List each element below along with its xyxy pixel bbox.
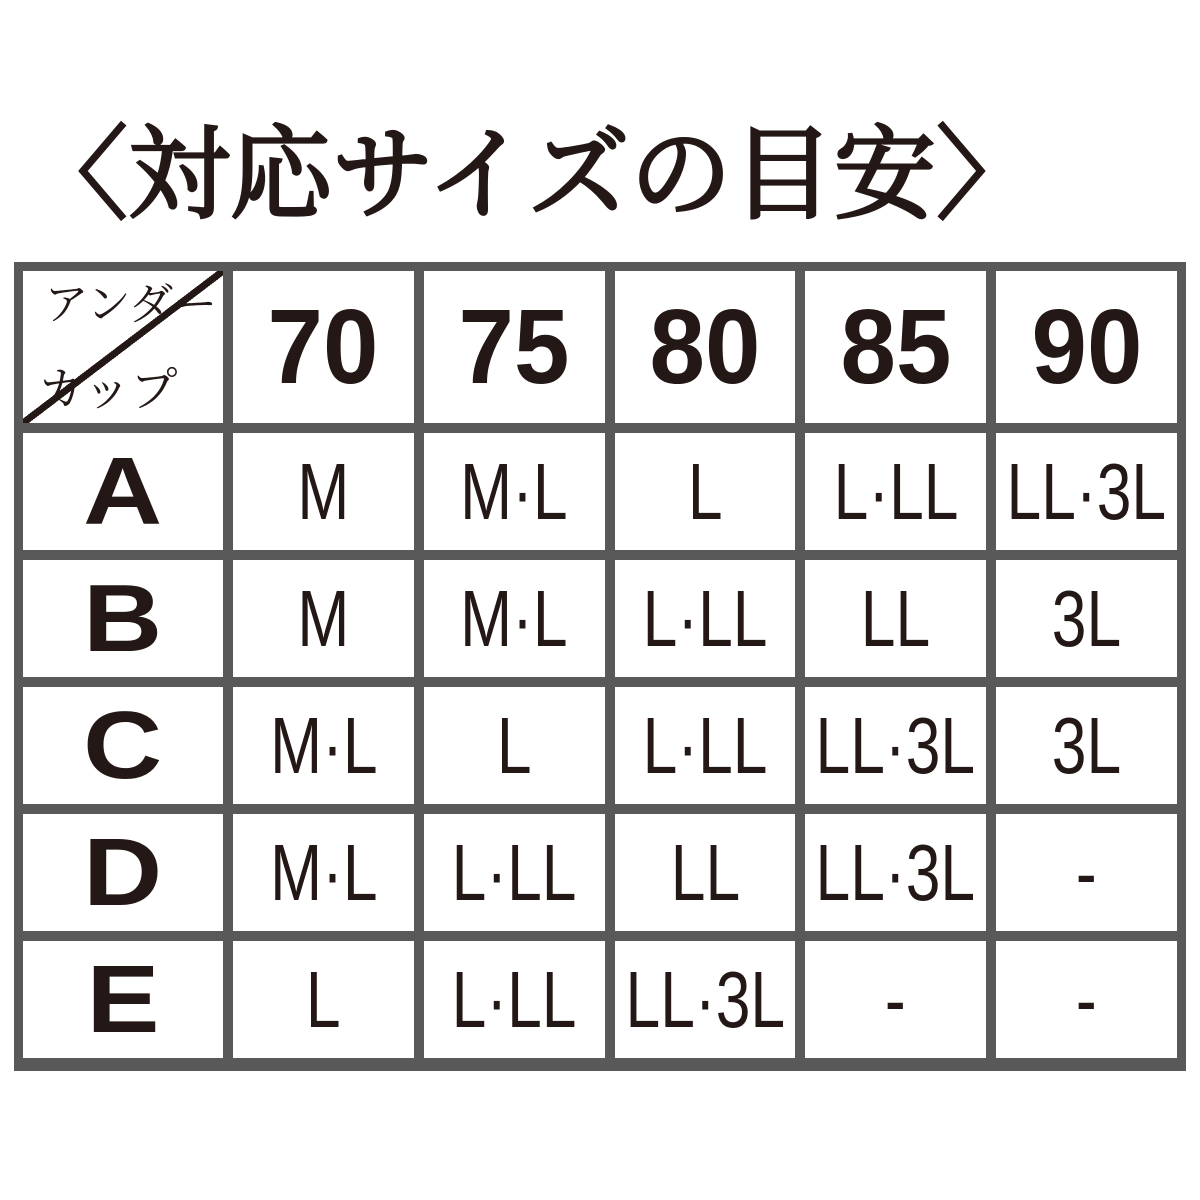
size-cell	[233, 433, 414, 550]
column-header-label: 75	[458, 288, 570, 406]
size-cell	[424, 687, 605, 804]
size-cell	[424, 433, 605, 550]
size-value: 3L	[1051, 573, 1122, 663]
size-value: L	[496, 700, 532, 790]
table-row-cup-e	[23, 941, 1177, 1058]
page-title: 〈対応サイズの目安〉	[26, 118, 1038, 232]
size-cell	[805, 814, 986, 931]
size-cell	[996, 560, 1177, 677]
corner-cell	[23, 271, 223, 423]
size-cell	[615, 687, 796, 804]
column-header-90	[996, 271, 1177, 423]
size-value: -	[1076, 827, 1097, 917]
size-value: -	[1076, 954, 1097, 1044]
size-value: M	[297, 446, 350, 536]
table-row-cup-b	[23, 560, 1177, 677]
size-cell	[233, 560, 414, 677]
column-header-80	[615, 271, 796, 423]
size-cell	[424, 814, 605, 931]
size-value: LL·3L	[815, 827, 976, 917]
size-value: M	[297, 573, 350, 663]
row-header-cup	[23, 814, 223, 931]
size-cell	[615, 814, 796, 931]
size-cell	[805, 560, 986, 677]
size-cell	[615, 560, 796, 677]
column-header-label: 70	[267, 288, 379, 406]
table-row-cup-c	[23, 687, 1177, 804]
column-header-85	[805, 271, 986, 423]
size-value: L	[687, 446, 723, 536]
size-table	[14, 262, 1186, 1071]
cup-letter: A	[83, 437, 163, 545]
size-cell	[996, 433, 1177, 550]
table-row-cup-d	[23, 814, 1177, 931]
size-cell	[424, 560, 605, 677]
row-header-cup	[23, 433, 223, 550]
size-value: L·LL	[642, 573, 768, 663]
size-cell	[233, 687, 414, 804]
size-value: M·L	[269, 700, 378, 790]
size-cell	[424, 941, 605, 1058]
size-value: LL	[670, 827, 740, 917]
column-header-70	[233, 271, 414, 423]
corner-label-cup: カップ	[37, 363, 178, 416]
size-cell	[615, 941, 796, 1058]
table-header-row	[23, 271, 1177, 423]
size-value: L·LL	[642, 700, 768, 790]
size-value: M·L	[460, 573, 568, 663]
size-value: L·LL	[833, 446, 959, 536]
size-value: L·LL	[451, 954, 577, 1044]
column-header-label: 85	[840, 288, 952, 406]
size-value: 3L	[1051, 700, 1122, 790]
size-value: M·L	[269, 827, 378, 917]
size-cell	[233, 941, 414, 1058]
size-value: M·L	[460, 446, 568, 536]
size-value: L·LL	[451, 827, 577, 917]
cup-letter: C	[83, 691, 163, 799]
table-row-cup-a	[23, 433, 1177, 550]
size-value: L	[306, 954, 341, 1044]
size-cell	[805, 433, 986, 550]
size-cell	[996, 941, 1177, 1058]
size-cell	[996, 814, 1177, 931]
cup-letter: B	[83, 564, 163, 672]
size-value: LL·3L	[815, 700, 976, 790]
row-header-cup	[23, 941, 223, 1058]
column-header-label: 90	[1031, 288, 1143, 406]
column-header-75	[424, 271, 605, 423]
corner-label-underbust: アンダー	[44, 280, 217, 329]
size-cell	[996, 687, 1177, 804]
size-value: LL·3L	[625, 954, 785, 1044]
row-header-cup	[23, 560, 223, 677]
size-cell	[233, 814, 414, 931]
size-cell	[805, 687, 986, 804]
size-cell	[805, 941, 986, 1058]
size-value: LL	[861, 573, 931, 663]
size-cell	[615, 433, 796, 550]
size-value: -	[885, 954, 907, 1044]
column-header-label: 80	[649, 288, 761, 406]
cup-letter: E	[86, 945, 160, 1053]
cup-letter: D	[83, 818, 163, 926]
size-value: LL·3L	[1006, 446, 1167, 536]
row-header-cup	[23, 687, 223, 804]
